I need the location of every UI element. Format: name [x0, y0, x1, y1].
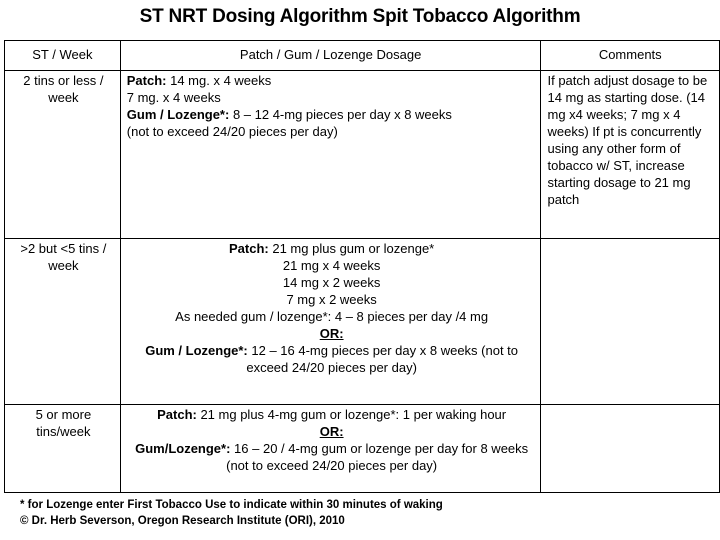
patch-taper: 7 mg. x 4 weeks	[126, 90, 221, 105]
comments-cell	[541, 71, 720, 239]
patch-label: Patch:	[229, 241, 269, 256]
dosage-cell	[120, 405, 541, 493]
column-header-comments: Comments	[541, 41, 720, 71]
dose-limit-note: (not to exceed 24/20 pieces per day)	[126, 124, 338, 139]
week-cell	[5, 239, 121, 405]
footer-notes	[20, 497, 443, 529]
week-cell	[5, 405, 121, 493]
comments-cell	[541, 405, 720, 493]
lozenge-footnote: * for Lozenge enter First Tobacco Use to indicate within 30 minutes of waking	[20, 499, 443, 511]
gum-dose: 12 – 16 4-mg pieces per day x 8 weeks (not to exceed 24/20 pieces per day)	[246, 343, 519, 375]
column-header-dosage: Patch / Gum / Lozenge Dosage	[120, 41, 541, 71]
week-cell	[5, 71, 121, 239]
patch-dose: 21 mg plus gum or lozenge*	[268, 241, 435, 256]
copyright-notice: © Dr. Herb Severson, Oregon Research Institute (ORI), 2010	[20, 515, 345, 527]
table-row	[5, 239, 720, 405]
week-text: 2 tins or less / week	[23, 73, 104, 105]
patch-dose: 14 mg. x 4 weeks	[166, 73, 272, 88]
week-text: >2 but <5 tins / week	[20, 241, 107, 273]
gum-label: Gum / Lozenge*:	[145, 343, 248, 358]
comments-text: If patch adjust dosage to be 14 mg as starting dose. (14 mg x4 weeks; 7 mg x 4 weeks) If pt is concurrently using any other form of tobacco w/ ST, increase starting dosage to 21 mg patch	[547, 73, 708, 207]
dose-step: 14 mg x 2 weeks	[282, 275, 381, 290]
comments-cell	[541, 239, 720, 405]
gum-dose: 16 – 20 / 4-mg gum or lozenge per day for 8 weeks (not to exceed 24/20 pieces per day)	[226, 441, 529, 473]
gum-dose: 8 – 12 4-mg pieces per day x 8 weeks	[229, 107, 452, 122]
dosage-cell	[120, 71, 541, 239]
patch-label: Patch:	[157, 407, 197, 422]
dosing-table	[4, 40, 720, 493]
or-label: OR:	[319, 326, 344, 341]
table-row	[5, 405, 720, 493]
page-title: ST NRT Dosing Algorithm Spit Tobacco Algorithm	[139, 6, 581, 27]
gum-label: Gum / Lozenge*:	[126, 107, 230, 122]
table-header-row	[5, 41, 720, 71]
dose-step: 7 mg x 2 weeks	[286, 292, 377, 307]
table-row	[5, 71, 720, 239]
patch-dose: 21 mg plus 4-mg gum or lozenge*: 1 per waking hour	[196, 407, 507, 422]
week-text: 5 or more tins/week	[35, 407, 92, 439]
column-header-st-week: ST / Week	[5, 41, 121, 71]
or-label: OR:	[319, 424, 344, 439]
as-needed-dose: As needed gum / lozenge*: 4 – 8 pieces per day /4 mg	[175, 309, 489, 324]
gum-label: Gum/Lozenge*:	[135, 441, 231, 456]
dosage-cell	[120, 239, 541, 405]
dose-step: 21 mg x 4 weeks	[282, 258, 381, 273]
patch-label: Patch:	[126, 73, 167, 88]
